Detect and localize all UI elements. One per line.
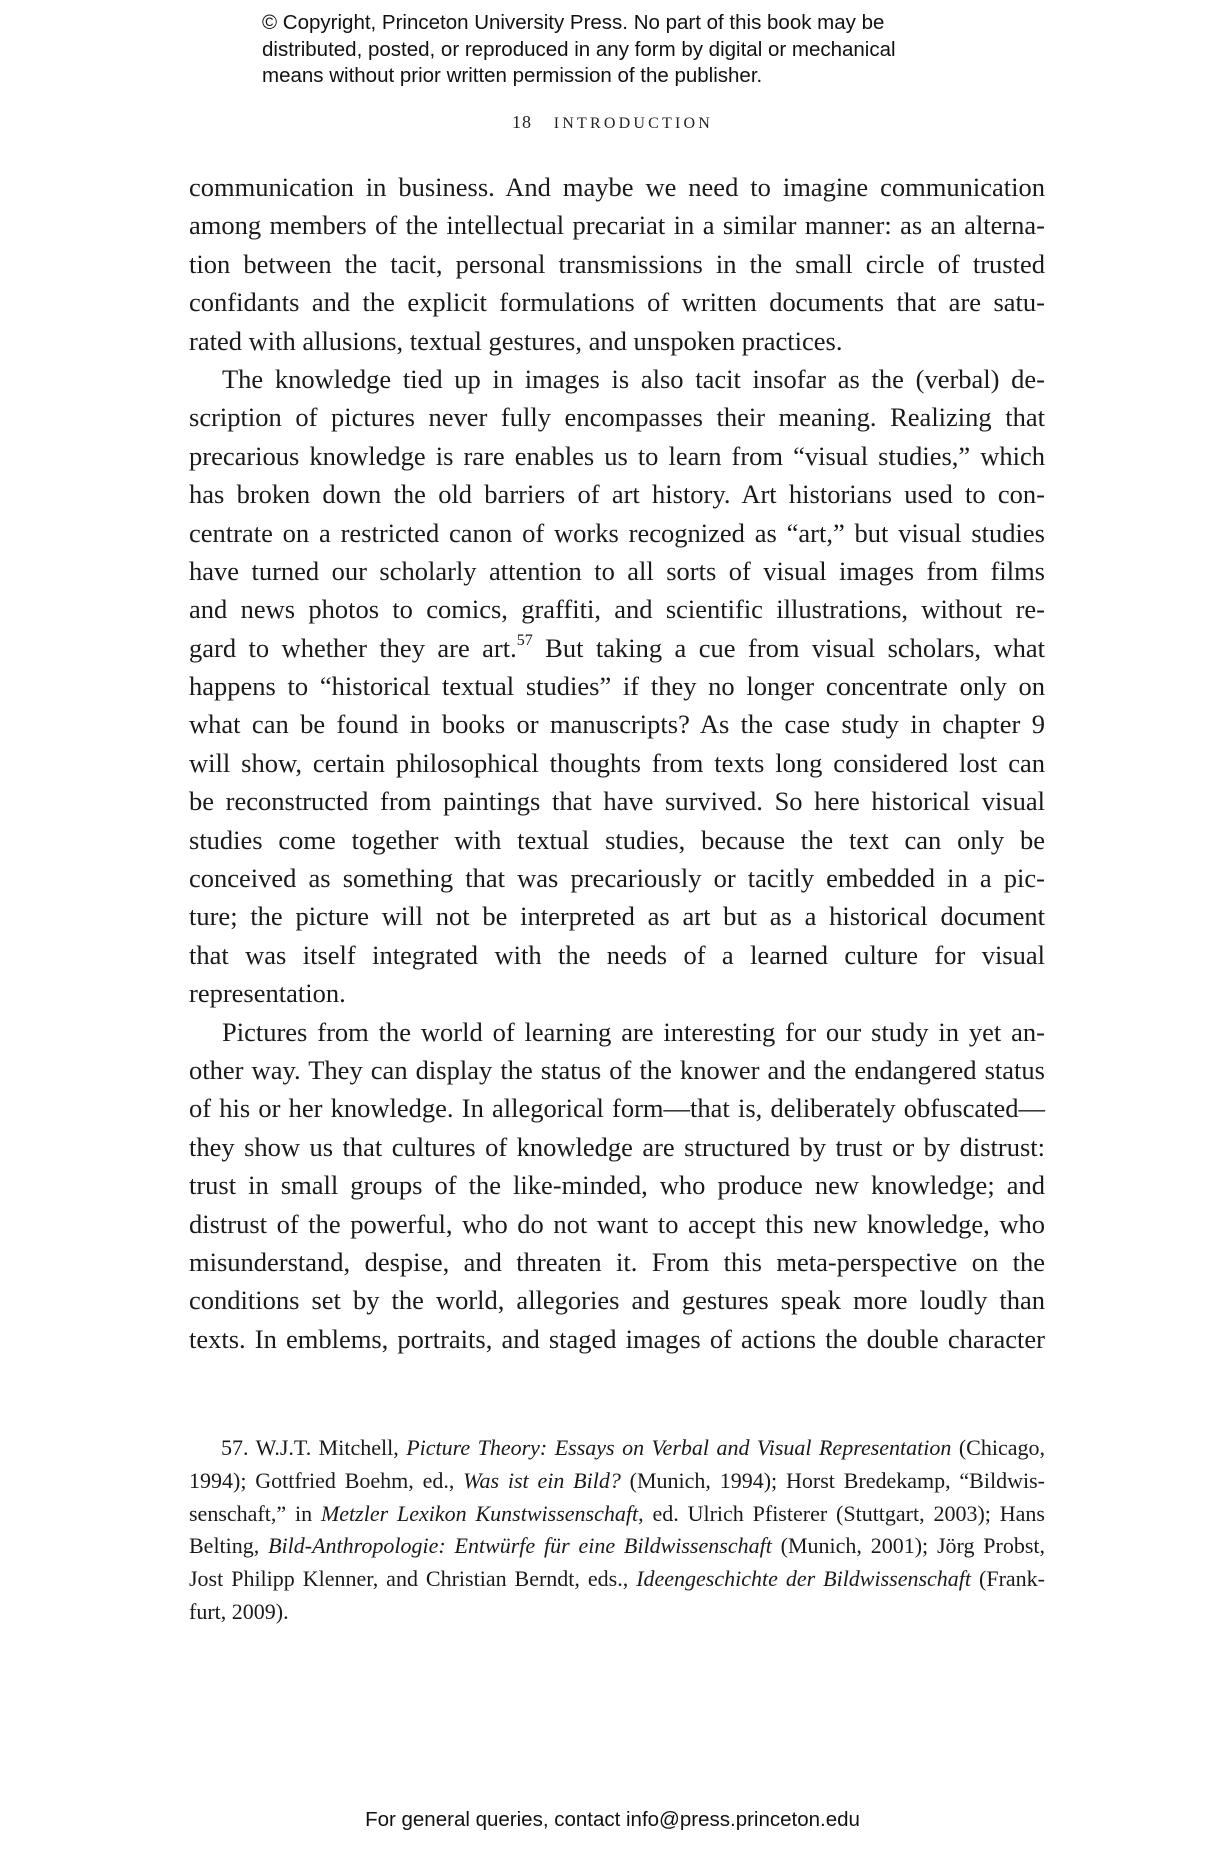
footnote-number: 57. xyxy=(221,1435,249,1460)
footnote-title: Picture Theory: Essays on Verbal and Visual Representation xyxy=(406,1435,952,1460)
footnote-line xyxy=(189,1498,1045,1531)
text-line: other way. They can display the status of the knower and the endangered status xyxy=(189,1054,1045,1085)
text-line: trust in small groups of the like-minded, who produce new knowledge; and xyxy=(189,1170,1045,1201)
copyright-line: means without prior written permission of the publisher. xyxy=(262,64,763,87)
footnote-title: Bild-Anthropologie: Entwürfe für eine Bildwissenschaft xyxy=(268,1533,772,1559)
footnote-text: , ed. Ulrich Pfisterer (Stuttgart, 2003); Hans xyxy=(638,1500,1045,1526)
text-line: what can be found in books or manuscripts? As the case study in chapter 9 xyxy=(189,709,1045,740)
footnote-text: (Frank- xyxy=(971,1566,1045,1592)
footnote-line xyxy=(189,1530,1045,1563)
text-line: among members of the intellectual precariat in a similar manner: as an alterna- xyxy=(189,210,1045,241)
footnote-text: (Chicago, xyxy=(951,1435,1045,1460)
text-line: texts. In emblems, portraits, and staged images of actions the double character xyxy=(189,1323,1045,1354)
footnote-title: Metzler Lexikon Kunstwissenschaft xyxy=(320,1500,639,1526)
footnote-title: Was ist ein Bild? xyxy=(463,1467,621,1493)
copyright-line: distributed, posted, or reproduced in any form by digital or mechanical xyxy=(262,37,896,61)
text-line: have turned our scholarly attention to all sorts of visual images from films xyxy=(189,555,1045,586)
footnote-text: Belting, xyxy=(189,1533,269,1559)
text-line: happens to “historical textual studies” if they no longer concentrate only on xyxy=(189,671,1045,702)
footnote-reference: 57 xyxy=(516,631,533,649)
footnote-text: Jost Philipp Klenner, and Christian Berndt, eds., xyxy=(189,1566,637,1592)
text-line: they show us that cultures of knowledge are structured by trust or by distrust: xyxy=(189,1131,1045,1162)
text-fragment: gard to whether they are art. xyxy=(189,632,517,663)
text-line-with-footnote-ref xyxy=(189,629,1045,667)
text-fragment: But taking a cue from visual scholars, what xyxy=(532,632,1045,663)
text-line: communication in business. And maybe we need to imagine communication xyxy=(189,172,1045,202)
footer-contact: For general queries, contact info@press.princeton.edu xyxy=(365,1808,860,1831)
text-line: precarious knowledge is rare enables us to learn from “visual studies,” which xyxy=(189,440,1045,471)
footnote-text: 1994); Gottfried Boehm, ed., xyxy=(189,1467,464,1493)
body-text xyxy=(189,168,1045,1358)
text-line: studies come together with textual studies, because the text can only be xyxy=(189,824,1045,855)
text-line: scription of pictures never fully encompasses their meaning. Realizing that xyxy=(189,402,1045,433)
footnote-line xyxy=(189,1465,1045,1498)
footnote-line: furt, 2009). xyxy=(189,1598,289,1624)
footnote xyxy=(189,1432,1045,1629)
running-head xyxy=(0,112,1225,133)
text-line: misunderstand, despise, and threaten it. From this meta-perspective on the xyxy=(189,1246,1045,1277)
text-line: conceived as something that was precariously or tacitly embedded in a pic- xyxy=(189,863,1045,894)
text-line: will show, certain philosophical thoughts from texts long considered lost can xyxy=(189,747,1045,778)
text-line: distrust of the powerful, who do not want to accept this new knowledge, who xyxy=(189,1208,1045,1239)
footnote-text: (Munich, 1994); Horst Bredekamp, “Bildwis- xyxy=(620,1467,1045,1493)
text-line: rated with allusions, textual gestures, and unspoken practices. xyxy=(189,325,843,356)
footnote-text: senschaft,” in xyxy=(189,1500,321,1526)
text-line: be reconstructed from paintings that have survived. So here historical visual xyxy=(189,786,1045,817)
footnote-line xyxy=(189,1563,1045,1596)
text-line: and news photos to comics, graffiti, and scientific illustrations, without re- xyxy=(189,594,1045,625)
text-line: of his or her knowledge. In allegorical form—that is, deliberately obfuscated— xyxy=(189,1093,1045,1124)
text-line: centrate on a restricted canon of works recognized as “art,” but visual studies xyxy=(189,517,1045,548)
copyright-line: © Copyright, Princeton University Press. No part of this book may be xyxy=(262,11,885,34)
text-line: conditions set by the world, allegories and gestures speak more loudly than xyxy=(189,1285,1045,1316)
text-line: has broken down the old barriers of art history. Art historians used to con- xyxy=(189,479,1045,510)
text-line: that was itself integrated with the needs of a learned culture for visual xyxy=(189,939,1045,970)
page-number: 18 xyxy=(512,112,532,132)
footnote-text: (Munich, 2001); Jörg Probst, xyxy=(771,1533,1045,1559)
section-title: INTRODUCTION xyxy=(553,115,713,132)
footnote-text: W.J.T. Mitchell, xyxy=(255,1435,407,1460)
text-line: confidants and the explicit formulations of written documents that are satu- xyxy=(189,287,1045,318)
copyright-notice xyxy=(262,10,1002,90)
paragraph-start-line: Pictures from the world of learning are interesting for our study in yet an- xyxy=(222,1016,1045,1047)
text-line: ture; the picture will not be interpreted as art but as a historical document xyxy=(189,901,1045,932)
text-line: tion between the tacit, personal transmissions in the small circle of trusted xyxy=(189,248,1045,279)
text-line: representation. xyxy=(189,978,346,1009)
paragraph-start-line: The knowledge tied up in images is also tacit insofar as the (verbal) de- xyxy=(222,363,1045,394)
footnote-title: Ideengeschichte der Bildwissenschaft xyxy=(636,1566,972,1592)
footnote-line xyxy=(189,1432,1045,1465)
